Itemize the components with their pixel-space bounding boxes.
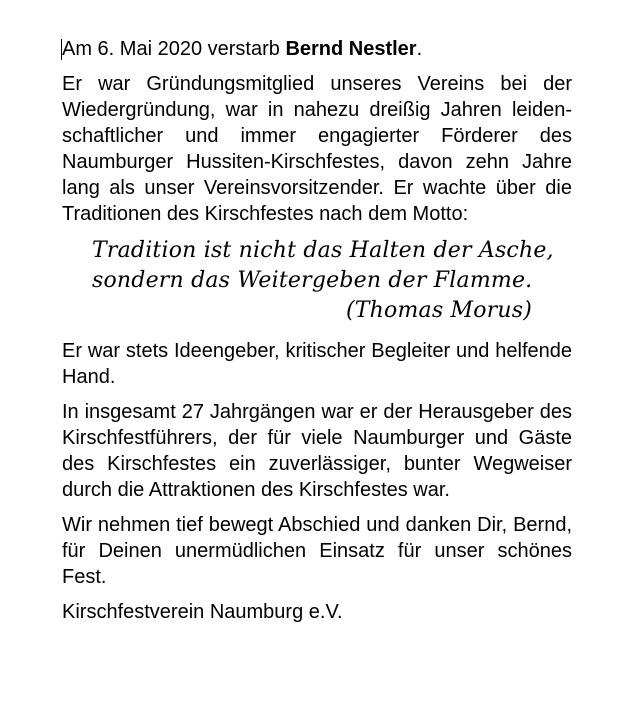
paragraph-ideas: Er war stets Ideengeber, kritischer Begleiter und helfende Hand.: [62, 340, 572, 388]
intro-suffix: .: [416, 38, 423, 60]
quote-block: [92, 236, 572, 326]
intro-prefix: Am 6. Mai 2020 verstarb: [62, 38, 286, 60]
quote-line-1: Tradition ist nicht das Halten der Asche,: [92, 238, 554, 263]
quote-line-2: sondern das Weitergeben der Flamme.: [92, 268, 533, 293]
paragraph-founding-member: Er war Gründungsmitglied unseres Vereins bei der Wiedergründung, war in nahezu dreißig Jahren leidenschaftlicher und immer engagierter Förderer des Naumburger Hussiten-Kirschfestes, davon zehn Jahre lang als unser Vereinsvorsitzender. Er wachte über die Traditionen des Kirschfestes nach dem Motto:: [62, 73, 572, 225]
signature: Kirschfestverein Naumburg e.V.: [62, 601, 343, 623]
obituary-document: [62, 36, 572, 634]
deceased-name: Bernd Nestler: [285, 38, 417, 60]
paragraph-farewell: Wir nehmen tief bewegt Abschied und danken Dir, Bernd, für Deinen unermüdlichen Einsatz für unser schönes Fest.: [62, 514, 572, 588]
paragraph-publisher: In insgesamt 27 Jahrgängen war er der Herausgeber des Kirschfestführers, der für viele Naumburger und Gäste des Kirschfestes ein zuverlässiger, bunter Wegweiser durch die Attraktionen des Kirschfestes war.: [62, 401, 572, 501]
quote-author: (Thomas Morus): [346, 298, 533, 323]
text-cursor: [61, 39, 62, 60]
intro-line: [62, 36, 572, 62]
